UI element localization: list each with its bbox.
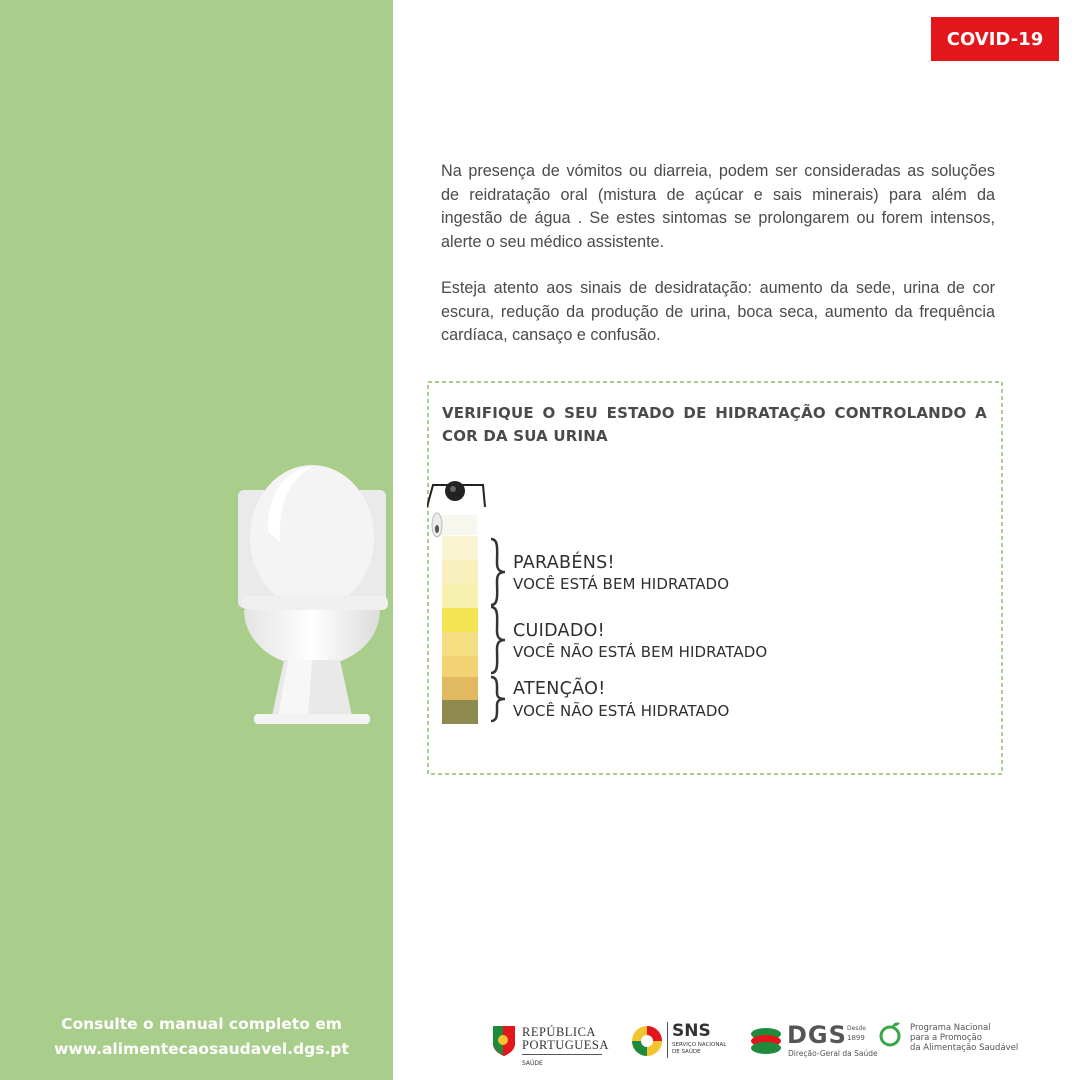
intro-paragraph-vomiting: Na presença de vómitos ou diarreia, podem ser consideradas as soluções de reidratação oral (mistura de açúcar e sais minerais) para além da ingestão de água . Se estes sintomas se prolongarem ou forem intensos, alerte o seu médico assistente.	[441, 162, 995, 251]
dgs-emblem-icon	[750, 1026, 782, 1056]
hydration-check-box	[427, 381, 1003, 775]
portugal-emblem-icon	[491, 1024, 517, 1058]
urine-color-swatch	[442, 608, 478, 632]
footer-url[interactable]: www.alimentecaosaudavel.dgs.pt	[54, 1040, 349, 1058]
toilet-illustration	[228, 462, 393, 728]
intro-paragraph-dehydration-signs: Esteja atento aos sinais de desidratação: aumento da sede, urina de cor escura, redução da produção de urina, boca seca, aumento da frequência cardíaca, cansaço e confusão.	[441, 279, 995, 344]
covid-19-badge: COVID-19	[931, 17, 1059, 61]
urine-color-swatch	[442, 584, 478, 608]
level-heading-caution: CUIDADO!	[513, 621, 605, 641]
brace-icon	[487, 605, 509, 675]
footer-line-1: Consulte o manual completo em	[61, 1015, 342, 1033]
urine-color-swatch	[442, 560, 478, 584]
footer-manual-link[interactable]	[0, 1012, 403, 1062]
hydration-title: VERIFIQUE O SEU ESTADO DE HIDRATAÇÃO CONTROLANDO A COR DA SUA URINA	[442, 404, 987, 445]
apple-icon	[878, 1021, 904, 1049]
sns-emblem-icon	[630, 1024, 664, 1058]
level-sub-hydrated: VOCÊ ESTÁ BEM HIDRATADO	[513, 575, 730, 593]
level-heading-hydrated: PARABÉNS!	[513, 553, 615, 573]
level-sub-warning: VOCÊ NÃO ESTÁ HIDRATADO	[513, 702, 730, 720]
urine-color-swatch	[442, 536, 478, 560]
level-heading-warning: ATENÇÃO!	[513, 679, 606, 699]
urine-color-swatch	[442, 632, 478, 656]
brace-icon	[487, 675, 509, 723]
brace-icon	[487, 537, 509, 607]
level-sub-caution: VOCÊ NÃO ESTÁ BEM HIDRATADO	[513, 643, 768, 661]
urine-color-swatch	[442, 677, 478, 701]
institution-logos: REPÚBLICA PORTUGUESA SAÚDE SNS SERVIÇO NACIONAL DE SAÚDE DGS Desde 1899 Direção-Geral da Saúde Programa Nacional para a Promoção da Alimentação Saudável	[488, 1018, 1068, 1074]
urine-color-swatch	[442, 700, 478, 724]
